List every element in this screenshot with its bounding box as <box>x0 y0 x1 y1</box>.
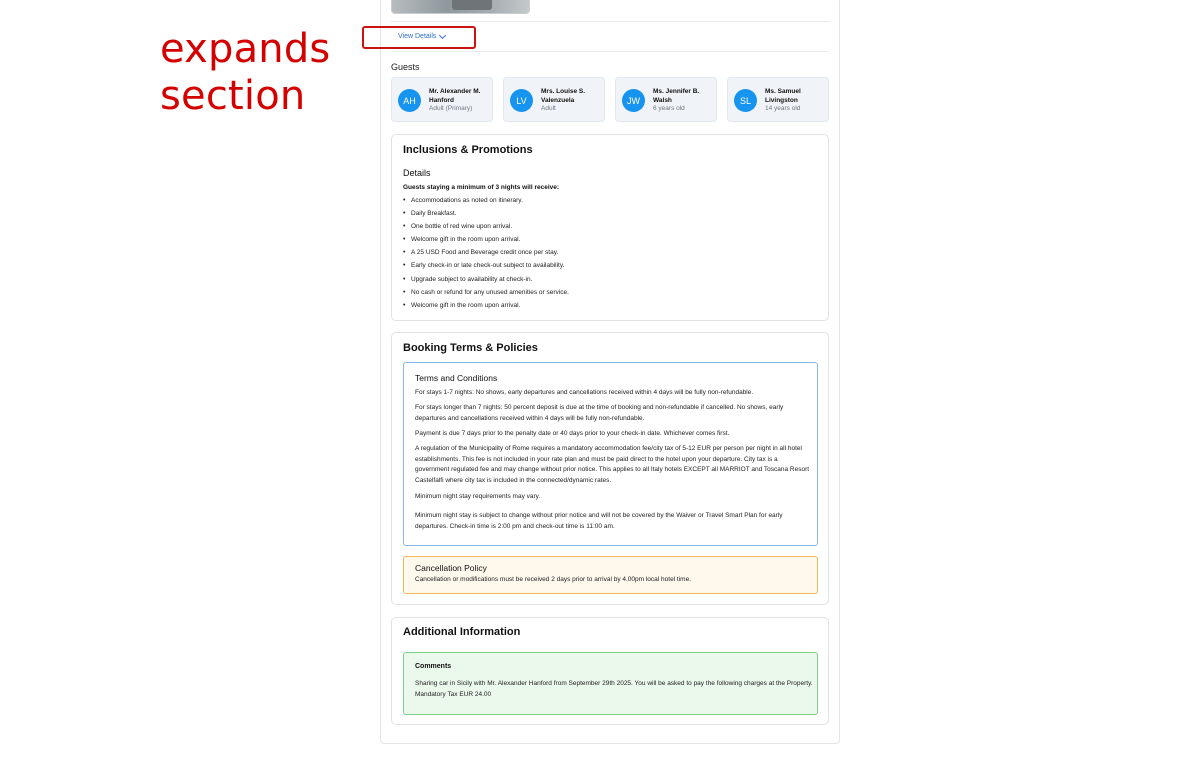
guest-name: Ms. Samuel Livingston <box>765 88 801 104</box>
hotel-thumbnail-detail <box>452 0 492 10</box>
avatar: LV <box>510 89 533 112</box>
terms-paragraph: For stays 1-7 nights: No shows, early departures and cancellations received within 4 days will be fully non-refundable. <box>415 389 754 396</box>
section-title: Booking Terms & Policies <box>403 342 538 354</box>
guest-card <box>727 77 829 122</box>
guest-type: 6 years old <box>653 105 685 112</box>
inclusions-intro: Guests staying a minimum of 3 nights will receive: <box>403 184 560 191</box>
guest-name: Ms. Jennifer B. Walsh <box>653 88 700 104</box>
list-item: • One bottle of red wine upon arrival. <box>403 220 569 233</box>
comments-box <box>403 652 818 715</box>
guest-type: Adult <box>541 105 556 112</box>
list-item: • No cash or refund for any unused amenities or service. <box>403 286 569 299</box>
terms-and-conditions-box <box>403 362 818 546</box>
inclusions-section <box>391 134 829 321</box>
avatar: AH <box>398 89 421 112</box>
terms-title: Terms and Conditions <box>415 373 498 383</box>
guest-type: Adult (Primary) <box>429 105 473 112</box>
guest-card <box>391 77 493 122</box>
comments-text: Sharing car in Sicily with Mr. Alexander Hanford from September 29th 2025. You will be asked to pay the following charges at the Property. Mandatory Tax EUR 24.00 <box>415 680 813 698</box>
inclusions-list <box>403 194 569 312</box>
guest-name: Mr. Alexander M. Hanford <box>429 88 481 104</box>
guests-heading: Guests <box>391 62 420 72</box>
divider <box>391 21 829 22</box>
annotation-text <box>160 26 330 120</box>
cancellation-text: Cancellation or modifications must be received 2 days prior to arrival by 4.00pm local hotel time. <box>415 576 692 583</box>
avatar: SL <box>734 89 757 112</box>
terms-paragraph: For stays longer than 7 nights: 50 percent deposit is due at the time of booking and non-refundable if cancelled. No shows, early departures and cancellations received within 4 days will be fully non-refundable. <box>415 404 784 422</box>
list-item: • A 25 USD Food and Beverage credit once per stay. <box>403 246 569 259</box>
details-heading: Details <box>403 168 431 178</box>
cancellation-title: Cancellation Policy <box>415 563 487 573</box>
cancellation-policy-box <box>403 556 818 594</box>
booking-terms-section <box>391 332 829 605</box>
list-item: • Upgrade subject to availability at check-in. <box>403 273 569 286</box>
comments-title: Comments <box>415 663 452 670</box>
guest-name: Mrs. Louise S. Valenzuela <box>541 88 586 104</box>
terms-paragraph: A regulation of the Municipality of Rome requires a mandatory accommodation fee/city tax of 5-12 EUR per person per night in all hotel establishments. This fee is not included in your rate plan and must be paid direct to the hotel upon your departure. City tax is a government regulated fee and may change without prior notice. This applies to all Italy hotels EXCEPT all MARRIOT and Toscana Resort Castelfalfi where city tax is included in the connected/dynamic rates. <box>415 445 810 484</box>
list-item: • Welcome gift in the room upon arrival. <box>403 299 569 312</box>
section-title: Additional Information <box>403 626 521 638</box>
additional-information-section <box>391 617 829 725</box>
guest-type: 14 years old <box>765 105 801 112</box>
divider <box>391 51 829 52</box>
guest-card <box>615 77 717 122</box>
annotation-line-2: section <box>160 73 306 119</box>
annotation-line-1: expands <box>160 26 331 72</box>
list-item: • Early check-in or late check-out subject to availability. <box>403 259 569 272</box>
list-item: • Daily Breakfast. <box>403 207 569 220</box>
list-item: • Accommodations as noted on itinerary. <box>403 194 569 207</box>
avatar: JW <box>622 89 645 112</box>
list-item: • Welcome gift in the room upon arrival. <box>403 233 569 246</box>
guest-card <box>503 77 605 122</box>
view-details-label: View Details <box>398 33 437 40</box>
terms-paragraph: Minimum night stay requirements may vary. <box>415 493 541 500</box>
section-title: Inclusions & Promotions <box>403 144 533 156</box>
annotation-highlight-box <box>362 26 476 49</box>
terms-paragraph: Payment is due 7 days prior to the penalty date or 40 days prior to your check-in date. Whichever comes first. <box>415 430 730 437</box>
terms-paragraph: Minimum night stay is subject to change without prior notice and will not be covered by the Waiver or Travel Smart Plan for early departures. Check-in time is 2:00 pm and check-out time is 11:00 am. <box>415 512 783 530</box>
